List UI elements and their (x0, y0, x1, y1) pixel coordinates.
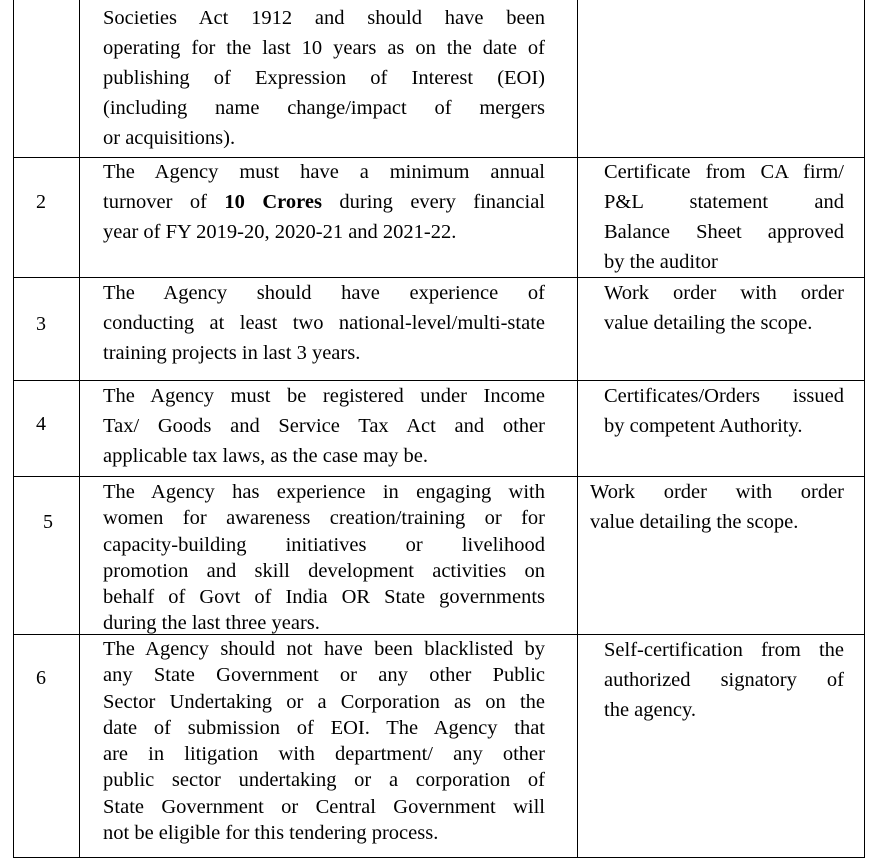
document-text: authorized signatory of (604, 669, 844, 691)
criteria-text (103, 187, 545, 217)
criteria-text: behalf of Govt of India OR State governments (103, 586, 545, 609)
table-row (103, 381, 545, 471)
table-border-bottom (13, 857, 865, 858)
document-text: P&L statement and (604, 191, 844, 213)
document-text: by competent Authority. (604, 415, 803, 437)
turnover-amount: 10 Crores (224, 191, 322, 213)
criteria-text: publishing of Expression of Interest (EOI) (103, 67, 545, 89)
criteria-text: year of FY 2019-20, 2020-21 and 2021-22. (103, 221, 457, 243)
document-text: by the auditor (604, 251, 718, 273)
supporting-document (590, 477, 844, 537)
document-text: the agency. (604, 699, 697, 721)
row-number: 3 (36, 313, 46, 335)
criteria-text: capacity-building initiatives or livelihood (103, 533, 545, 556)
supporting-document (604, 381, 844, 441)
document-text: value detailing the scope. (590, 511, 799, 533)
criteria-text: The Agency should have experience of (103, 282, 545, 304)
criteria-text: date of submission of EOI. The Agency that (103, 716, 545, 739)
table-row (103, 636, 545, 846)
criteria-text: or acquisitions). (103, 127, 236, 149)
document-text: value detailing the scope. (604, 312, 813, 334)
criteria-text: Tax/ Goods and Service Tax Act and other (103, 415, 545, 437)
row-number: 4 (36, 413, 46, 435)
table-border-right (864, 0, 865, 858)
criteria-text: The Agency should not have been blacklisted by (103, 638, 545, 660)
row-number: 6 (36, 667, 46, 689)
criteria-text: The Agency must have a minimum annual (103, 161, 545, 183)
criteria-text: conducting at least two national-level/multi-state (103, 312, 545, 334)
criteria-text: any State Government or any other Public (103, 664, 545, 687)
criteria-text: applicable tax laws, as the case may be. (103, 445, 429, 467)
supporting-document (604, 635, 844, 725)
document-text: Certificate from CA firm/ (604, 161, 844, 183)
criteria-text-part: during every financial (321, 191, 545, 213)
criteria-text-part: turnover of (103, 191, 225, 213)
table-row (103, 3, 545, 153)
supporting-document (604, 278, 844, 338)
document-text: Work order with order (604, 282, 844, 304)
table-row (103, 479, 545, 637)
document-text: Balance Sheet approved (604, 221, 844, 243)
document-text: Work order with order (590, 481, 844, 503)
criteria-text: during the last three years. (103, 612, 320, 635)
criteria-text: are in litigation with department/ any other (103, 743, 545, 766)
criteria-text: The Agency must be registered under Income (103, 385, 545, 407)
row-number: 2 (36, 191, 46, 213)
row-number: 5 (43, 511, 53, 533)
criteria-text: not be eligible for this tendering process. (103, 822, 439, 845)
column-divider-2 (577, 0, 578, 858)
criteria-text: Societies Act 1912 and should have been (103, 7, 545, 29)
document-text: Certificates/Orders issued (604, 385, 844, 407)
criteria-text: training projects in last 3 years. (103, 342, 361, 364)
document-text: Self-certification from the (604, 639, 844, 661)
criteria-text: (including name change/impact of mergers (103, 97, 545, 119)
criteria-text: women for awareness creation/training or for (103, 507, 545, 530)
criteria-text: operating for the last 10 years as on the date of (103, 37, 545, 59)
column-divider-1 (79, 0, 80, 858)
table-row (103, 278, 545, 368)
criteria-text: The Agency has experience in engaging with (103, 481, 545, 503)
table-row (103, 157, 545, 247)
supporting-document (604, 157, 844, 277)
criteria-text: promotion and skill development activities on (103, 559, 545, 582)
criteria-text: public sector undertaking or a corporation of (103, 769, 545, 792)
criteria-text: State Government or Central Government will (103, 795, 545, 818)
criteria-text: Sector Undertaking or a Corporation as on the (103, 690, 545, 713)
